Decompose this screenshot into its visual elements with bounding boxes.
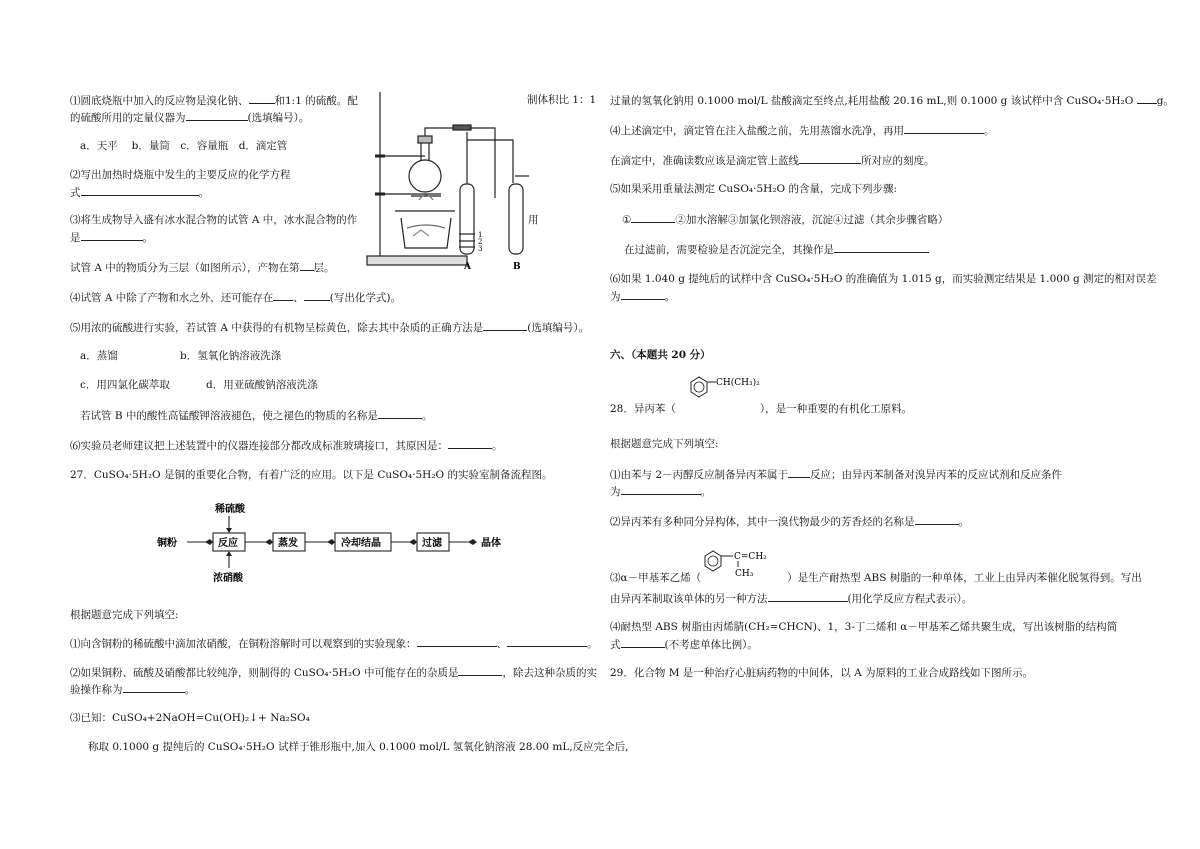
blank[interactable]: [458, 665, 502, 676]
q27-fill-prompt: 根据题意完成下列填空:: [70, 609, 179, 621]
blank[interactable]: [81, 185, 199, 196]
q28-fill-prompt: 根据题意完成下列填空:: [610, 438, 719, 450]
q26-part5-b: 若试管 B 中的酸性高锰酸钾溶液褪色，使之褪色的物质的名称是 。: [80, 410, 433, 422]
q27-part2-line1: ⑵如果铜粉、硫酸及硝酸都比较纯净，则制得的 CuSO₄·5H₂O 中可能存在的杂质是 ，除去这种杂质的实: [70, 667, 597, 679]
q27-part6-line2: 为 。: [610, 291, 675, 303]
blank[interactable]: [81, 230, 143, 241]
cumene-substituent: CH(CH₃)₂: [716, 378, 760, 388]
blank[interactable]: [915, 514, 959, 525]
q27-part4: ⑷上述滴定中，滴定管在注入盐酸之前，先用蒸馏水洗净，再用 。: [610, 125, 995, 137]
blank[interactable]: [186, 110, 248, 121]
distillation-apparatus-figure: [355, 88, 530, 273]
blank[interactable]: [631, 212, 675, 223]
flow-end-crystal: 晶体: [481, 538, 501, 549]
q27-cont-line1: 过量的氢氧化钠用 0.1000 mol/L 盐酸滴定至终点,耗用盐酸 20.16 mL,则 0.1000 g 该试样中含 CuSO₄·5H₂O g。: [610, 95, 1174, 107]
cuso4-preparation-flowchart: [155, 500, 525, 595]
q27-part6-line1: ⑹如果 1.040 g 提纯后的试样中含 CuSO₄·5H₂O 的准确值为 1.015 g，而实验测定结果是 1.000 g 测定的相对误差: [610, 273, 1157, 285]
q26-option-c: c．用四氯化碳萃取: [80, 379, 170, 391]
q28-part3-line1: ⑶α－甲基苯乙烯（ ）是生产耐热型 ABS 树脂的一种单体，工业上由异丙苯催化脱氢得到。写出: [610, 572, 1142, 584]
blank[interactable]: [378, 408, 422, 419]
tube-b-label: B: [513, 262, 521, 272]
q27-part1: ⑴向含铜粉的稀硫酸中滴加浓硝酸，在铜粉溶解时可以观察到的实验现象： 、 。: [70, 638, 598, 650]
cumene-structure-icon: [683, 375, 763, 405]
q28-part2: ⑵异丙苯有多种同分异构体，其中一溴代物最少的芳香烃的名称是 。: [610, 516, 969, 528]
blank[interactable]: [621, 289, 665, 300]
q26-option-d: d．用亚硫酸钠溶液洗涤: [206, 379, 318, 391]
q27-part4-b: 在滴定中，准确读数应该是滴定管上蓝线 所对应的刻度。: [610, 155, 935, 167]
flow-input-dilute-sulfuric: 稀硫酸: [215, 504, 245, 515]
q27-part5: ⑸如果采用重量法测定 CuSO₄·5H₂O 的含量，完成下列步骤:: [610, 183, 898, 195]
blank[interactable]: [621, 637, 665, 648]
q27-intro: 27．CuSO₄·5H₂O 是铜的重要化合物，有着广泛的应用。以下是 CuSO₄·5H₂O 的实验室制备流程图。: [70, 469, 553, 481]
q26-option-b: b．氢氧化钠溶液洗涤: [180, 350, 282, 362]
blank[interactable]: [768, 591, 848, 602]
blank[interactable]: [448, 438, 492, 449]
blank[interactable]: [788, 467, 810, 478]
q26-part2-line2: 式 。: [70, 187, 209, 199]
q28-intro: 28．异丙苯（ ），是一种重要的有机化工原料。: [610, 403, 913, 415]
q28-part1-line2: 为 。: [610, 486, 711, 498]
blank[interactable]: [304, 290, 330, 301]
q26-part5: ⑸用浓的硫酸进行实验，若试管 A 中获得的有机物呈棕黄色，除去其中杂质的正确方法是 (选填编号）。: [70, 322, 590, 334]
q27-part5-steps: ① ②加水溶解③加氯化钡溶液，沉淀④过滤（其余步骤省略）: [622, 214, 949, 226]
q28-part4-line2: 式 (不考虑单体比例）。: [610, 639, 758, 651]
methylstyrene-vinyl: C=CH₂: [734, 552, 767, 562]
flow-input-conc-nitric: 浓硝酸: [213, 573, 243, 584]
q26-part1-line1: ⑴圆底烧瓶中加入的反应物是溴化钠、 和1:1 的硫酸。配: [70, 95, 358, 107]
methylstyrene-methyl: CH₃: [735, 569, 754, 579]
blank[interactable]: [417, 636, 497, 647]
tube-a-label: A: [464, 262, 471, 272]
q26-part3-line2: 是 。: [70, 232, 153, 244]
q28-part4-line1: ⑷耐热型 ABS 树脂由丙烯腈(CH₂=CHCN)、1，3-丁二烯和 α－甲基苯乙烯共聚生成，写出该树脂的结构简: [610, 621, 1118, 633]
blank[interactable]: [904, 123, 984, 134]
q28-part1-line1: ⑴由苯与 2－丙醇反应制备异丙苯属于 反应；由异丙苯制备对溴异丙苯的反应试剂和反应条件: [610, 469, 1063, 481]
layer-2-label: 2: [478, 238, 483, 246]
q26-part3-yong: 用: [528, 214, 539, 226]
blank[interactable]: [300, 260, 314, 271]
q26-part3-line1: ⑶将生成物导入盛有冰水混合物的试管 A 中，冰水混合物的作: [70, 214, 358, 226]
q26-part2-line1: ⑵写出加热时烧瓶中发生的主要反应的化学方程: [70, 169, 291, 181]
q26-part3-line3: 试管 A 中的物质分为三层（如图所示），产物在第 层。: [70, 262, 335, 274]
section-6-heading: 六、（本题共 20 分）: [610, 349, 711, 361]
q26-options-1: a．天平 b．量筒 c．容量瓶 d．滴定管: [80, 140, 288, 152]
flow-start-copper-powder: 铜粉: [157, 538, 177, 549]
flow-step-filter: 过滤: [422, 538, 442, 549]
q26-part1-ratio: 制体积比 1：1: [527, 94, 597, 106]
blank[interactable]: [799, 153, 861, 164]
q26-option-a: a．蒸馏: [80, 350, 118, 362]
flow-step-evaporate: 蒸发: [278, 538, 298, 549]
blank[interactable]: [483, 320, 527, 331]
flow-step-react: 反应: [218, 538, 238, 549]
q27-part2-line2: 验操作称为 。: [70, 684, 195, 696]
q26-part4: ⑷试管 A 中除了产物和水之外，还可能存在 、 (写出化学式)。: [70, 292, 401, 304]
q28-part3-line2: 由异丙苯制取该单体的另一种方法 (用化学反应方程式表示）。: [610, 593, 973, 605]
blank[interactable]: [507, 636, 587, 647]
blank[interactable]: [123, 682, 185, 693]
q26-part1-line2: 的硫酸所用的定量仪器为 (选填编号）。: [70, 112, 310, 124]
blank[interactable]: [273, 290, 293, 301]
blank[interactable]: [249, 93, 275, 104]
q27-part3-procedure: 称取 0.1000 g 提纯后的 CuSO₄·5H₂O 试样于锥形瓶中,加入 0.1000 mol/L 氢氧化钠溶液 28.00 mL,反应完全后,: [88, 741, 629, 753]
blank[interactable]: [834, 242, 929, 253]
q27-part5-b: 在过滤前，需要检验是否沉淀完全，其操作是: [624, 242, 929, 257]
flow-step-crystallize: 冷却结晶: [341, 538, 381, 549]
q27-part3-equation: ⑶已知：CuSO₄+2NaOH=Cu(OH)₂↓+ Na₂SO₄: [70, 712, 310, 724]
layer-1-label: 1: [478, 231, 483, 239]
blank[interactable]: [1137, 93, 1157, 104]
blank[interactable]: [621, 484, 701, 495]
q29-intro: 29．化合物 M 是一种治疗心脏病药物的中间体，以 A 为原料的工业合成路线如下图所示。: [610, 667, 1034, 679]
layer-3-label: 3: [478, 245, 483, 253]
q26-part6: ⑹实验员老师建议把上述装置中的仪器连接部分都改成标准玻璃接口，其原因是： 。: [70, 440, 503, 452]
